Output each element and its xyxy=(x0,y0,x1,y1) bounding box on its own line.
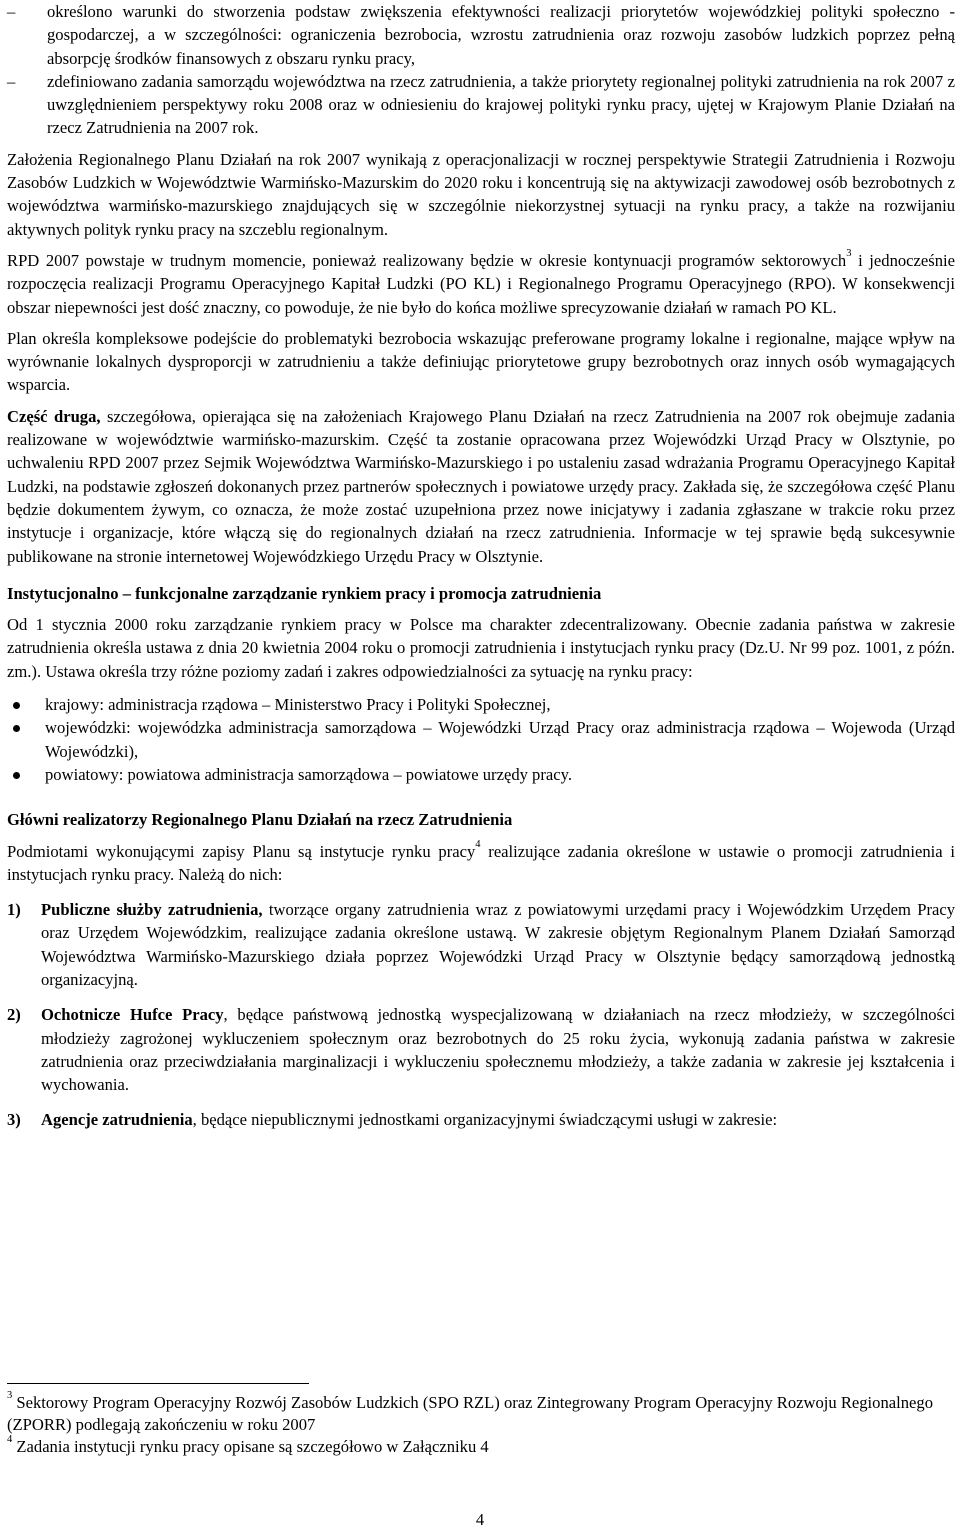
dash-bullet: – xyxy=(7,71,16,91)
section-heading: Główni realizatorzy Regionalnego Planu Działań na rzecz Zatrudnienia xyxy=(7,810,513,830)
bullet-list xyxy=(7,693,955,786)
item-text: tworzące organy zatrudnienia wraz z powiatowymi urzędami pracy i Wojewódzkim Urzędem Pracy oraz Urzędem Wojewódzkim, realizujące zadania określone ustawą. W zakresie objętym Regionalnym Planem Działań Samorząd Województwa Warmińsko-Mazurskiego działa poprzez Wojewódzki Urząd Pracy w Olsztynie będący samorządową jednostką organizacyjną. xyxy=(41,900,955,989)
item-bold-lead: Ochotnicze Hufce Pracy xyxy=(41,1005,224,1025)
bullet-item xyxy=(7,763,955,786)
numbered-item xyxy=(7,1003,955,1096)
footnote-ref[interactable]: 4 xyxy=(475,838,481,850)
bullet-item-text: powiatowy: powiatowa administracja samorządowa – powiatowe urzędy pracy. xyxy=(45,764,572,784)
dash-bullet: – xyxy=(7,2,16,21)
paragraph-czesc-druga-text: szczegółowa, opierająca się na założeniach Krajowego Planu Działań na rzecz Zatrudnienia na 2007 rok obejmuje zadania realizowane w województwie warmińsko-mazurskim. Część ta zostanie opracowana przez Wojewódzki Urząd Pracy w Olsztynie, po uchwaleniu RPD 2007 przez Sejmik Województwa Warmińsko-Mazurskiego i po ustaleniu zasad wdrażania Programu Operacyjnego Kapitał Ludzki, na podstawie zgłoszeń dokonanych przez partnerów społecznych i powiatowe urzędy pracy. Zakłada się, że szczegółowa część Planu będzie dokumentem żywym, co oznacza, że może zostać uzupełniona przez nowe inicjatywy i zadania zgłaszane w trakcie roku przez instytucje i organizacje, które włączą się do regionalnych działań na rzecz zatrudnienia. Informacje w tej sprawie będą sukcesywnie publikowane na stronie internetowej Wojewódzkiego Urzędu Pracy w Olsztynie. xyxy=(7,406,956,566)
section-heading: Instytucjonalno – funkcjonalne zarządzanie rynkiem pracy i promocja zatrudnienia xyxy=(7,583,602,603)
item-bold-lead: Agencje zatrudnienia xyxy=(41,1110,193,1130)
paragraph-rpd-text: RPD 2007 powstaje w trudnym momencie, ponieważ realizowany będzie w okresie kontynuacji programów sektorowych xyxy=(7,250,847,270)
footnote-separator xyxy=(7,1383,309,1384)
numbered-item xyxy=(7,1108,955,1131)
dash-item-text: zdefiniowano zadania samorządu województwa na rzecz zatrudnienia, a także priorytety regionalnej polityki zatrudnienia na rok 2007 z uwzględnieniem perspektywy roku 2008 oraz w odniesieniu do krajowej polityki rynku pracy, ujętej w Krajowym Planie Działań na rzecz Zatrudnienia na 2007 rok. xyxy=(47,71,955,138)
numbered-item xyxy=(7,898,955,991)
paragraph-rpd-text-cont: i jednocześnie rozpoczęcia realizacji Programu Operacyjnego Kapitał Ludzki (PO KL) i Regionalnego Programu Operacyjnego (RPO). W konsekwencji obszar niepewności jest dość znaczny, co powoduje, że nie było do końca możliwe sprecyzowanie działań w ramach PO KL. xyxy=(7,250,955,317)
footnote-ref[interactable]: 3 xyxy=(846,248,852,260)
bullet-dot-icon xyxy=(13,772,20,779)
dash-list-item xyxy=(7,70,955,140)
item-number: 1) xyxy=(7,900,21,920)
footnotes xyxy=(7,1392,955,1458)
page-number: 4 xyxy=(475,1510,485,1529)
bold-lead: Część druga, xyxy=(7,406,101,426)
paragraph-podmiotami xyxy=(7,840,955,887)
item-text: , będące niepublicznymi jednostkami organizacyjnymi świadczącymi usługi w zakresie: xyxy=(192,1110,778,1130)
paragraph-rpd xyxy=(7,249,955,319)
bullet-dot-icon xyxy=(13,725,20,732)
paragraph-podmiotami-text-cont: realizujące zadania określone w ustawie o promocji zatrudnienia i instytucjach rynku pracy. Należą do nich: xyxy=(7,841,955,884)
bullet-item xyxy=(7,693,955,716)
footnote xyxy=(7,1392,955,1436)
footnote xyxy=(7,1436,955,1458)
footnote-number: 4 xyxy=(7,1434,13,1446)
document-page xyxy=(7,0,955,1537)
paragraph-podmiotami-text: Podmiotami wykonującymi zapisy Planu są instytucje rynku pracy xyxy=(7,841,476,861)
paragraph-zalozenia: Założenia Regionalnego Planu Działań na rok 2007 wynikają z operacjonalizacji w rocznej perspektywie Strategii Zatrudnienia i Rozwoju Zasobów Ludzkich w Województwie Warmińsko-Mazurskim do 2020 roku i koncentrują się na aktywizacji zawodowej osób bezrobotnych z województwa warmińsko-mazurskiego znajdujących się w szczególnie niekorzystnej sytuacji na rynku pracy, a także na rozwijaniu aktywnych polityk rynku pracy na szczeblu regionalnym. xyxy=(7,149,955,239)
paragraph-czesc-druga xyxy=(7,405,955,568)
bullet-item-text: krajowy: administracja rządowa – Ministerstwo Pracy i Polityki Społecznej, xyxy=(45,695,551,715)
footnote-text: Zadania instytucji rynku pracy opisane są szczegółowo w Załączniku 4 xyxy=(12,1437,489,1456)
footnote-text: Sektorowy Program Operacyjny Rozwój Zasobów Ludzkich (SPO RZL) oraz Zintegrowany Program Operacyjny Rozwoju Regionalnego (ZPORR) podlegają zakończeniu w roku 2007 xyxy=(7,1393,933,1434)
paragraph-plan: Plan określa kompleksowe podejście do problematyki bezrobocia wskazując preferowane programy lokalne i regionalne, mające wpływ na wyrównanie lokalnych dysproporcji w zatrudnieniu a także definiując priorytetowe grupy bezrobotnych oraz innych osób wymagających wsparcia. xyxy=(7,328,955,395)
item-bold-lead: Publiczne służby zatrudnienia, xyxy=(41,900,263,920)
dash-item-text: określono warunki do stworzenia podstaw zwiększenia efektywności realizacji priorytetów wojewódzkiej polityki społeczno - gospodarczej, a w szczególności: ograniczenia bezrobocia, wzrostu zatrudnienia oraz rozwoju zasobów ludzkich poprzez pełną absorpcję środków finansowych z obszaru rynku pracy, xyxy=(47,2,955,68)
item-number: 3) xyxy=(7,1110,21,1130)
paragraph-od-1-stycznia: Od 1 stycznia 2000 roku zarządzanie rynkiem pracy w Polsce ma charakter zdecentralizowany. Obecnie zadania państwa w zakresie zatrudnienia określa ustawa z dnia 20 kwietnia 2004 roku o promocji zatrudnienia i instytucjach rynku pracy (Dz.U. Nr 99 poz. 1001, z późn. zm.). Ustawa określa trzy różne poziomy zadań i zakres odpowiedzialności za sytuację na rynku pracy: xyxy=(7,615,955,681)
dash-list-item xyxy=(7,0,955,70)
bullet-item xyxy=(7,716,955,763)
bullet-dot-icon xyxy=(13,702,20,709)
item-text: , będące państwową jednostką wyspecjalizowaną w działaniach na rzecz młodzieży, w szczególności młodzieży zagrożonej wykluczeniem społecznym oraz bezrobotnych do 25 roku życia, wykonują zadania państwa w zakresie zatrudnienia oraz przeciwdziałania marginalizacji i wykluczeniu społecznemu młodzieży, a także zadania w zakresie jej kształcenia i wychowania. xyxy=(41,1005,955,1095)
footnote-number: 3 xyxy=(7,1390,13,1402)
bullet-item-text: wojewódzki: wojewódzka administracja samorządowa – Wojewódzki Urząd Pracy oraz administracja rządowa – Wojewoda (Urząd Wojewódzki), xyxy=(45,718,955,761)
item-number: 2) xyxy=(7,1005,21,1025)
